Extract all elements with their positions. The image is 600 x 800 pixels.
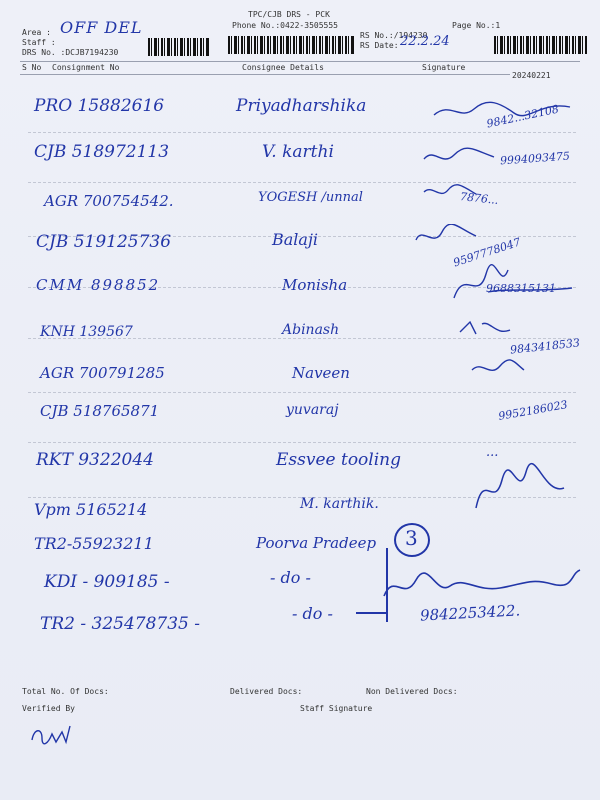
signature-note: ...: [486, 445, 499, 460]
barcode-top-right: [494, 36, 588, 54]
bracket-line: [356, 612, 388, 614]
consignee-name: Priyadharshika: [236, 96, 367, 116]
consignment-no: PRO 15882616: [34, 96, 165, 116]
header-phone: Phone No.:0422-3505555: [232, 21, 338, 30]
signature-note: 9842...32108: [485, 102, 561, 131]
consignment-no: CJB 519125736: [36, 232, 172, 252]
signature-scribble: [430, 95, 580, 125]
area-value: OFF DEL: [60, 18, 143, 37]
consignee-name: YOGESH /unnal: [258, 190, 363, 205]
consignee-name: - do -: [270, 568, 311, 587]
signature-note: 9842253422.: [419, 601, 521, 625]
consignee-name: - do -: [292, 604, 333, 623]
consignment-no: RKT 9322044: [36, 450, 154, 470]
signature-note: 9688315131: [486, 282, 556, 295]
header-rule-top: [20, 61, 580, 62]
header-rule-bottom: [20, 74, 510, 75]
consignment-no: TR2-55923211: [34, 534, 154, 553]
consignee-name: Naveen: [292, 364, 350, 382]
row-line: [28, 442, 576, 443]
page-number: Page No.:1: [452, 21, 501, 30]
signature-scribble: [448, 262, 578, 306]
consignee-name: Poorva Pradeep: [256, 534, 377, 552]
signature-scribble: [468, 356, 528, 380]
signature-note: 7876...: [459, 190, 500, 207]
col-consignment: Consignment No: [52, 63, 120, 72]
rs-number: RS No.:/194230: [360, 31, 428, 40]
signature-scribble: [420, 145, 500, 169]
consignment-no: KNH 139567: [40, 324, 133, 340]
consignment-no: KDI - 909185 -: [44, 572, 170, 592]
consignment-no: CMM 898852: [36, 276, 161, 294]
header-title: TPC/CJB DRS - PCK: [248, 10, 330, 19]
stamp-number: 3: [405, 526, 418, 550]
consignee-name: yuvaraj: [286, 402, 339, 418]
verifier-signature: [28, 722, 72, 748]
rs-date-value: 22.2.24: [400, 34, 450, 49]
row-line: [28, 182, 576, 183]
barcode-top-left: [148, 38, 210, 56]
consignee-name: M. karthik.: [300, 496, 379, 512]
date-code: 20240221: [512, 71, 551, 80]
consignment-no: CJB 518765871: [40, 402, 160, 420]
signature-scribble: [420, 180, 480, 204]
signature-note: 9597778047: [451, 235, 523, 270]
verified-by-label: Verified By: [22, 704, 75, 713]
consignment-no: TR2 - 325478735 -: [40, 614, 200, 634]
col-sno: S No: [22, 63, 42, 72]
signature-scribble: [470, 460, 570, 516]
staff-label: Staff :: [22, 38, 56, 47]
total-docs-label: Total No. Of Docs:: [22, 687, 109, 696]
signature-scribble: [412, 224, 482, 250]
consignment-no: CJB 518972113: [34, 142, 170, 162]
signature-scribble: [380, 566, 585, 606]
signature-note: 9994093475: [499, 149, 571, 168]
consignee-name: V. karthi: [262, 142, 334, 162]
drs-number: DRS No. :DCJB7194230: [22, 48, 119, 57]
staff-signature-label: Staff Signature: [300, 704, 373, 713]
barcode-top-center: [228, 36, 354, 54]
consignee-name: Monisha: [282, 276, 348, 294]
rs-date-label: RS Date:: [360, 41, 399, 50]
row-line: [28, 392, 576, 393]
consignment-no: AGR 700791285: [40, 364, 165, 382]
non-delivered-docs-label: Non Delivered Docs:: [366, 687, 458, 696]
consignment-no: Vpm 5165214: [34, 500, 148, 519]
signature-note: 9952186023: [497, 398, 569, 423]
consignee-name: Essvee tooling: [276, 450, 401, 470]
consignment-no: AGR 700754542.: [44, 192, 174, 210]
delivered-docs-label: Delivered Docs:: [230, 687, 303, 696]
consignee-name: Balaji: [272, 230, 319, 249]
row-line: [28, 132, 576, 133]
signature-note: 9843418533: [509, 336, 581, 357]
consignee-name: Abinash: [282, 322, 340, 338]
area-label: Area :: [22, 28, 51, 37]
col-consignee: Consignee Details: [242, 63, 324, 72]
signature-scribble: [456, 318, 516, 340]
col-signature: Signature: [422, 63, 466, 72]
